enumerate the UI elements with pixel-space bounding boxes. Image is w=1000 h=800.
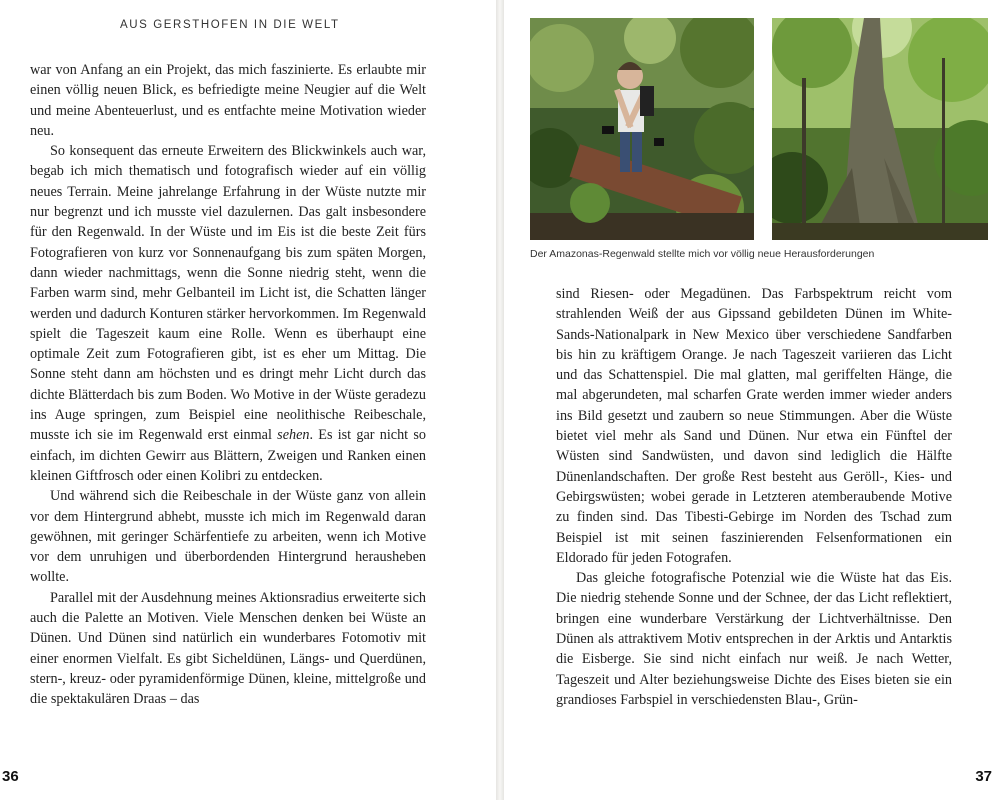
- paragraph-text: So konsequent das erneute Erweitern des Blickwinkels auch war, begab ich mich thematisch und fotografisch wieder auf ein völlig neues Terrain. Meine jahrelange Erfahrung in der Wüste nutzte mir nur begrenzt und ich musste viel dazulernen. Das galt insbesondere für den Regenwald. In der Wüste und im Eis ist die beste Zeit fürs Fotografieren von kurz vor Sonnenaufgang bis zum späten Morgen, dann wieder nachmittags, wenn die Sonne niedrig steht, wenn die Farben warm sind, mehr Gelbanteil im Licht ist, die Schatten länger werden und dadurch Konturen stärker hervorkommen. Im Regenwald spielt die Tageszeit kaum eine Rolle. Wenn es überhaupt eine optimale Zeit zum Fotografieren gibt, ist es eher um Mittag. Die Sonne steht dann am höchsten und es dringt mehr Licht durch das dichte Blätterdach bis zum Boden. Wo Motive in der Wüste geradezu ins Auge springen, zum Beispiel eine neolithische Reibeschale, musste ich sie im Regenwald erst einmal: [30, 143, 426, 444]
- running-head: AUS GERSTHOFEN IN DIE WELT: [120, 19, 340, 31]
- paragraph: sind Riesen- oder Megadünen. Das Farbspektrum reicht vom strahlenden Weiß der aus Gipssand gebildeten Dünen im White-Sands-Nationalpark in New Mexico über verschiedene Sandfarben bis hin zu kräftigem Orange. Je nach Tageszeit variieren das Licht und das Schattenspiel. Die mal glatten, mal geriffelten Hänge, die mal abgerundeten, mal scharfen Grate werden immer wieder anders ins Bild gesetzt und zaubern so neue Stimmungen. Aber die Wüste bietet viel mehr als Sand und Dünen. Nur etwa ein Fünftel der Wüsten sind Sandwüsten, und davon sind lediglich die Hälfte Dünenlandschaften. Der große Rest besteht aus Geröll-, Kies- und Gebirgswüsten; wobei gerade in Letzteren atemberaubende Motive zu finden sind. Das Tibesti-Gebirge im Norden des Tschad zum Beispiel ist mit seinen faszinierenden Felsenformationen ein Eldorado für jeden Fotografen.: [556, 286, 952, 566]
- left-text-column: [30, 60, 426, 710]
- page-number: 36: [2, 768, 19, 785]
- photo-caption: Der Amazonas-Regenwald stellte mich vor völlig neue Herausforderungen: [530, 248, 875, 260]
- page-number: 37: [975, 768, 992, 785]
- book-gutter: [496, 0, 504, 800]
- paragraph: war von Anfang an ein Projekt, das mich faszinierte. Es erlaubte mir einen völlig neuen Blick, es befriedigte meine Neugier auf die Welt und meine Abenteuerlust, und es entfachte meine Motivation wieder neu.: [30, 62, 426, 139]
- rainforest-tree-photo: [772, 18, 988, 240]
- emphasis: sehen: [277, 427, 310, 444]
- paragraph: [30, 141, 426, 486]
- left-page: [0, 0, 496, 800]
- paragraph: Das gleiche fotografische Potenzial wie die Wüste hat das Eis. Die niedrig stehende Sonne und der Schnee, der das Licht reflektiert, bringen eine wunderbare Verstärkung der Lichtverhältnisse. Den Dünen als attraktivem Motiv entsprechen in der Arktis und Antarktis die Eisberge. Sie sind nicht einfach nur weiß. Je nach Wetter, Tageszeit und Alter beziehungsweise Dichte des Eises bieten sie ein grandioses Farbspiel in verschiedensten Blau-, Grün-: [556, 570, 952, 708]
- right-text-column: [556, 284, 952, 710]
- paragraph: Parallel mit der Ausdehnung meines Aktionsradius erweiterte sich auch die Palette an Motiven. Viele Menschen denken bei Wüste an Dünen. Und Dünen sind natürlich ein wunderbares Fotomotiv mit einer enormen Vielfalt. Es gibt Sicheldünen, Längs- und Querdünen, stern-, kreuz- oder pyramidenförmige Dünen, kleine, mittelgroße und die spektakulären Draas – das: [30, 589, 426, 708]
- right-page: [504, 0, 1000, 800]
- paragraph: Und während sich die Reibeschale in der Wüste ganz von allein vor dem Hintergrund abhebt, musste ich mich im Regenwald daran gewöhnen, mit geringer Schärfentiefe zu arbeiten, wenn ich Motive vor dem unruhigen und überbordenden Hintergrund herausheben wollte.: [30, 488, 426, 586]
- rainforest-photographer-photo: [530, 18, 754, 240]
- paragraph-text: . Es ist gar nicht so einfach, im dichten Gewirr aus Blättern, Zweigen und Ranken einen kleinen Giftfrosch oder einen Kolibri zu entdecken.: [30, 427, 426, 484]
